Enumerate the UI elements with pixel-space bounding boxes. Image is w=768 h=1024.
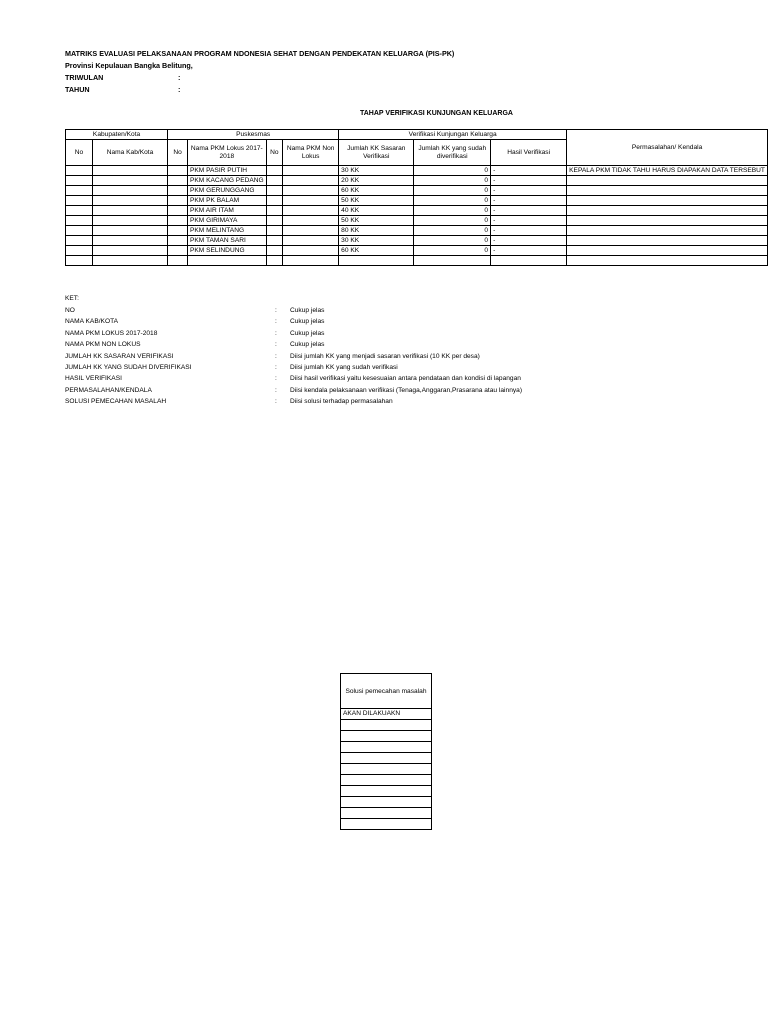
cell-nama-kab	[92, 216, 167, 226]
cell-no-3	[266, 186, 282, 196]
cell-no-3	[266, 206, 282, 216]
cell-no-3	[266, 256, 282, 266]
table-row	[66, 256, 768, 266]
cell-no-2	[168, 226, 188, 236]
ket-label: SOLUSI PEMECAHAN MASALAH	[65, 398, 167, 406]
ket-colon: :	[275, 386, 277, 394]
cell-jumlah-sasaran	[339, 256, 414, 266]
cell-no-2	[168, 166, 188, 176]
header-no-1: No	[66, 140, 93, 166]
ket-colon: :	[275, 364, 277, 371]
solution-header: Solusi pemecahan masalah	[341, 674, 432, 709]
cell-jumlah-sasaran: 30 KK	[339, 236, 414, 246]
cell-nama-non-lokus	[283, 246, 339, 256]
cell-jumlah-diverifikasi: 0	[414, 166, 491, 176]
cell-no-1	[66, 206, 93, 216]
solution-row	[341, 709, 432, 720]
cell-nama-kab	[92, 236, 167, 246]
cell-hasil: -	[491, 236, 567, 246]
solution-cell	[341, 819, 432, 830]
table-row	[66, 166, 768, 176]
cell-no-3	[266, 176, 282, 186]
cell-nama-non-lokus	[283, 256, 339, 266]
cell-jumlah-sasaran: 50 KK	[339, 216, 414, 226]
cell-permasalahan	[567, 226, 768, 236]
cell-nama-lokus: PKM PK BALAM	[188, 196, 267, 206]
cell-no-2	[168, 256, 188, 266]
cell-no-3	[266, 166, 282, 176]
cell-jumlah-sasaran: 40 KK	[339, 206, 414, 216]
ket-label: JUMLAH KK YANG SUDAH DIVERIFIKASI	[65, 364, 192, 371]
cell-permasalahan	[567, 256, 768, 266]
cell-jumlah-diverifikasi: 0	[414, 216, 491, 226]
cell-no-3	[266, 226, 282, 236]
tahun-label: TAHUN	[65, 85, 90, 94]
solution-row	[341, 819, 432, 830]
ket-colon: :	[275, 307, 277, 314]
cell-no-1	[66, 256, 93, 266]
cell-no-1	[66, 186, 93, 196]
table-row	[66, 196, 768, 206]
table-row	[66, 186, 768, 196]
ket-value: Cukup jelas	[290, 307, 325, 314]
table-row	[66, 226, 768, 236]
header-nama-non-lokus: Nama PKM Non Lokus	[283, 140, 339, 166]
cell-no-2	[168, 206, 188, 216]
solution-cell	[341, 753, 432, 764]
cell-nama-kab	[92, 206, 167, 216]
ket-value: Cukup jelas	[290, 318, 325, 326]
cell-no-1	[66, 236, 93, 246]
table-row	[66, 206, 768, 216]
solution-table	[340, 673, 432, 830]
header-no-3: No	[266, 140, 282, 166]
cell-no-3	[266, 196, 282, 206]
ket-title: KET:	[65, 295, 79, 302]
cell-nama-non-lokus	[283, 236, 339, 246]
cell-jumlah-sasaran: 60 KK	[339, 246, 414, 256]
ket-colon: :	[275, 318, 277, 326]
cell-jumlah-diverifikasi: 0	[414, 206, 491, 216]
group-header-verifikasi: Verifikasi Kunjungan Keluarga	[339, 130, 567, 140]
cell-no-2	[168, 246, 188, 256]
cell-no-1	[66, 226, 93, 236]
cell-hasil: -	[491, 176, 567, 186]
cell-nama-kab	[92, 186, 167, 196]
cell-no-1	[66, 216, 93, 226]
solution-cell	[341, 797, 432, 808]
cell-nama-lokus	[188, 256, 267, 266]
cell-no-2	[168, 186, 188, 196]
ket-value: Diisi solusi terhadap permasalahan	[290, 398, 393, 406]
header-no-2: No	[168, 140, 188, 166]
cell-nama-kab	[92, 226, 167, 236]
cell-no-2	[168, 196, 188, 206]
cell-jumlah-sasaran: 30 KK	[339, 166, 414, 176]
solution-cell	[341, 720, 432, 731]
tahun-colon: :	[178, 85, 181, 94]
solution-row	[341, 720, 432, 731]
cell-hasil: -	[491, 246, 567, 256]
header-jumlah-sasaran: Jumlah KK Sasaran Verifikasi	[339, 140, 414, 166]
cell-jumlah-diverifikasi: 0	[414, 246, 491, 256]
header-hasil: Hasil Verifikasi	[491, 140, 567, 166]
solution-row	[341, 731, 432, 742]
cell-no-3	[266, 236, 282, 246]
cell-no-1	[66, 246, 93, 256]
cell-jumlah-sasaran: 50 KK	[339, 196, 414, 206]
ket-colon: :	[275, 375, 277, 383]
cell-nama-lokus: PKM AIR ITAM	[188, 206, 267, 216]
solution-cell	[341, 764, 432, 775]
header-permasalahan: Permasalahan/ Kendala	[567, 130, 768, 166]
cell-permasalahan	[567, 196, 768, 206]
province-label: Provinsi Kepulauan Bangka Belitung,	[65, 61, 193, 70]
cell-nama-lokus: PKM PASIR PUTIH	[188, 166, 267, 176]
header-jumlah-diverifikasi: Jumlah KK yang sudah diverifikasi	[414, 140, 491, 166]
cell-nama-lokus: PKM GIRIMAYA	[188, 216, 267, 226]
cell-jumlah-diverifikasi: 0	[414, 176, 491, 186]
cell-permasalahan: KEPALA PKM TIDAK TAHU HARUS DIAPAKAN DATA TERSEBUT	[567, 166, 768, 176]
table-row	[66, 176, 768, 186]
cell-hasil	[491, 256, 567, 266]
cell-nama-lokus: PKM GERUNGGANG	[188, 186, 267, 196]
cell-hasil: -	[491, 166, 567, 176]
cell-nama-kab	[92, 196, 167, 206]
cell-nama-lokus: PKM KACANG PEDANG	[188, 176, 267, 186]
cell-permasalahan	[567, 186, 768, 196]
header-nama-lokus: Nama PKM Lokus 2017-2018	[188, 140, 267, 166]
cell-no-1	[66, 166, 93, 176]
cell-nama-non-lokus	[283, 226, 339, 236]
solution-cell	[341, 775, 432, 786]
cell-nama-lokus: PKM SELINDUNG	[188, 246, 267, 256]
cell-permasalahan	[567, 236, 768, 246]
cell-nama-kab	[92, 256, 167, 266]
section-title: TAHAP VERIFIKASI KUNJUNGAN KELUARGA	[360, 110, 513, 117]
table-row	[66, 236, 768, 246]
solution-cell	[341, 731, 432, 742]
ket-value: Diisi hasil verifikasi yaitu kesesuaian antara pendataan dan kondisi di lapangan	[290, 375, 521, 383]
solution-cell	[341, 742, 432, 753]
cell-jumlah-sasaran: 20 KK	[339, 176, 414, 186]
solution-row	[341, 753, 432, 764]
group-header-kab: Kabupaten/Kota	[66, 130, 168, 140]
table-row	[66, 216, 768, 226]
solution-row	[341, 775, 432, 786]
ket-label: HASIL VERIFIKASI	[65, 375, 122, 383]
cell-jumlah-sasaran: 60 KK	[339, 186, 414, 196]
group-header-puskesmas: Puskesmas	[168, 130, 339, 140]
ket-label: JUMLAH KK SASARAN VERIFIKASI	[65, 352, 174, 360]
cell-nama-non-lokus	[283, 186, 339, 196]
solution-row	[341, 764, 432, 775]
ket-colon: :	[275, 329, 277, 337]
table-row	[66, 246, 768, 256]
solution-row	[341, 742, 432, 753]
cell-jumlah-sasaran: 80 KK	[339, 226, 414, 236]
solution-row	[341, 786, 432, 797]
cell-no-3	[266, 246, 282, 256]
cell-jumlah-diverifikasi	[414, 256, 491, 266]
cell-hasil: -	[491, 206, 567, 216]
solution-cell	[341, 786, 432, 797]
cell-jumlah-diverifikasi: 0	[414, 226, 491, 236]
ket-colon: :	[275, 341, 277, 349]
ket-colon: :	[275, 352, 277, 360]
cell-hasil: -	[491, 186, 567, 196]
ket-label: NO	[65, 307, 75, 314]
ket-value: Diisi jumlah KK yang sudah verifikasi	[290, 364, 398, 371]
solution-cell	[341, 808, 432, 819]
cell-hasil: -	[491, 196, 567, 206]
cell-no-1	[66, 176, 93, 186]
header-nama-kab: Nama Kab/Kota	[92, 140, 167, 166]
verification-table	[65, 129, 768, 266]
ket-value: Cukup jelas	[290, 329, 325, 337]
cell-permasalahan	[567, 246, 768, 256]
cell-jumlah-diverifikasi: 0	[414, 196, 491, 206]
cell-no-1	[66, 196, 93, 206]
cell-no-2	[168, 236, 188, 246]
cell-hasil: -	[491, 226, 567, 236]
ket-colon: :	[275, 398, 277, 406]
cell-jumlah-diverifikasi: 0	[414, 236, 491, 246]
ket-label: PERMASALAHAN/KENDALA	[65, 386, 152, 394]
cell-hasil: -	[491, 216, 567, 226]
triwulan-label: TRIWULAN	[65, 73, 104, 82]
group-header-row	[66, 130, 768, 140]
cell-nama-kab	[92, 166, 167, 176]
cell-jumlah-diverifikasi: 0	[414, 186, 491, 196]
cell-nama-non-lokus	[283, 196, 339, 206]
ket-label: NAMA KAB/KOTA	[65, 318, 119, 326]
solution-cell: AKAN DILAKUAKN	[341, 709, 432, 720]
cell-nama-non-lokus	[283, 206, 339, 216]
cell-permasalahan	[567, 206, 768, 216]
cell-nama-non-lokus	[283, 216, 339, 226]
cell-no-3	[266, 216, 282, 226]
ket-value: Cukup jelas	[290, 341, 325, 349]
cell-nama-kab	[92, 246, 167, 256]
cell-permasalahan	[567, 176, 768, 186]
cell-nama-non-lokus	[283, 176, 339, 186]
solution-row	[341, 808, 432, 819]
ket-label: NAMA PKM NON LOKUS	[65, 341, 141, 349]
ket-label: NAMA PKM LOKUS 2017-2018	[65, 329, 158, 337]
triwulan-colon: :	[178, 73, 181, 82]
cell-nama-lokus: PKM MELINTANG	[188, 226, 267, 236]
ket-value: Diisi jumlah KK yang menjadi sasaran verifikasi (10 KK per desa)	[290, 352, 480, 360]
document-title: MATRIKS EVALUASI PELAKSANAAN PROGRAM NDONESIA SEHAT DENGAN PENDEKATAN KELUARGA (PIS-PK)	[65, 49, 455, 58]
solution-row	[341, 797, 432, 808]
ket-value: Diisi kendala pelaksanaan verifikasi (Tenaga,Anggaran,Prasarana atau lainnya)	[290, 386, 523, 394]
cell-no-2	[168, 176, 188, 186]
cell-nama-kab	[92, 176, 167, 186]
cell-no-2	[168, 216, 188, 226]
cell-nama-non-lokus	[283, 166, 339, 176]
cell-nama-lokus: PKM TAMAN SARI	[188, 236, 267, 246]
cell-permasalahan	[567, 216, 768, 226]
